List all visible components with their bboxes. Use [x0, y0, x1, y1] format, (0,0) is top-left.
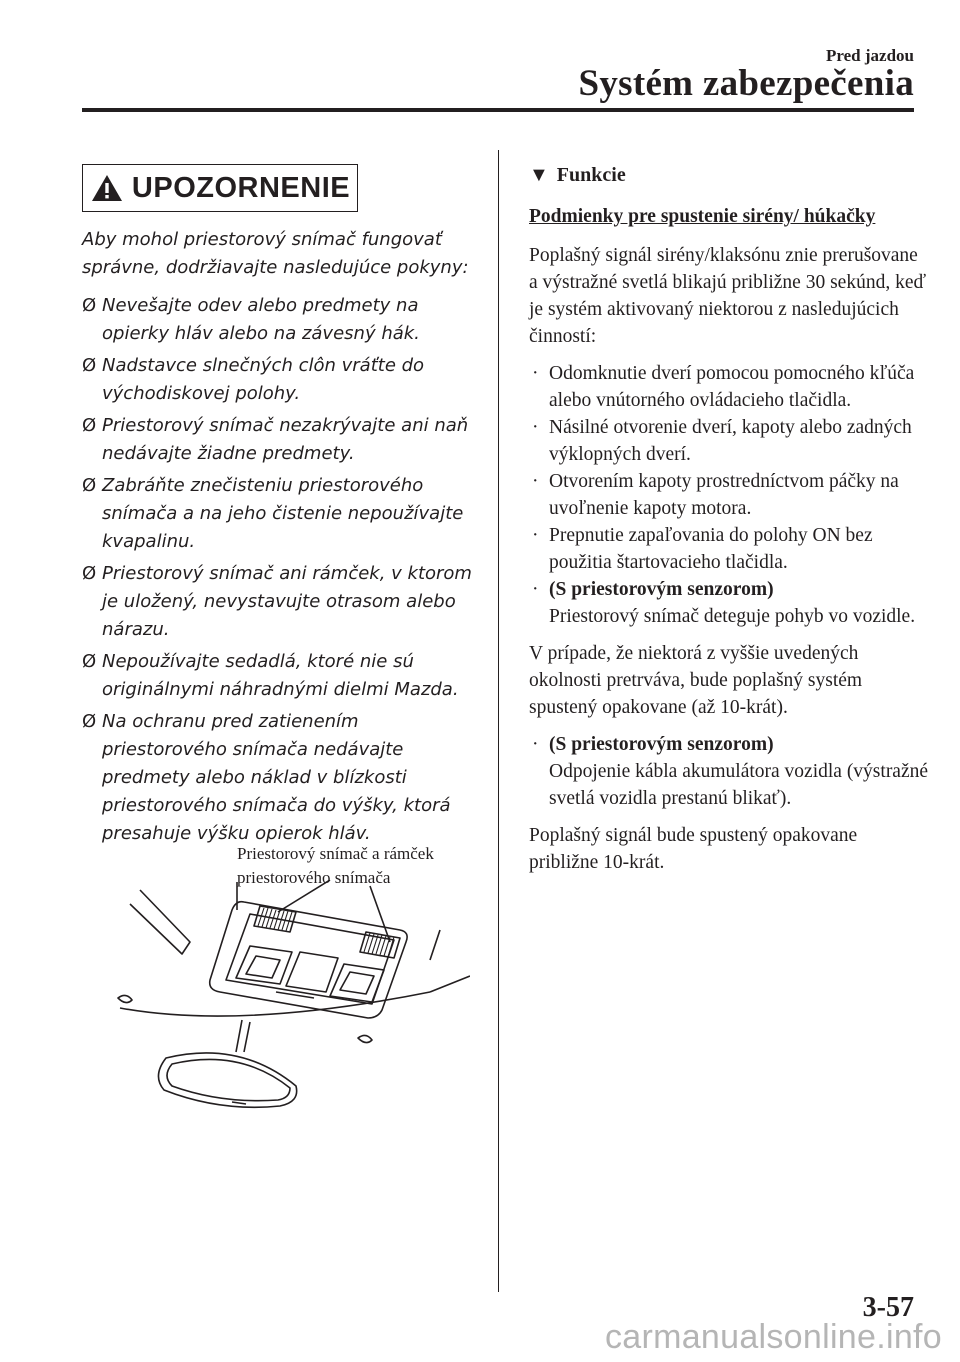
arrow-bullet-icon: Ø [82, 651, 97, 672]
warning-item: Ø Na ochranu pred zatienením priestorového snímača nedávajte predmety alebo náklad v blízkosti priestorového snímača do výšky, ktorá presahuje výšku opierok hláv. [82, 708, 474, 848]
bullet-dot-icon: · [532, 471, 539, 492]
warning-item: Ø Nevešajte odev alebo predmety na opierky hláv alebo na závesný hák. [82, 292, 474, 348]
paragraph: V prípade, že niektorá z vyššie uvedených okolnosti pretrváva, bude poplašný systém spustený opakovane (až 10-krát). [529, 643, 863, 718]
bullet-dot-icon: · [532, 734, 539, 755]
warning-list [82, 292, 474, 848]
list-item: · Prepnutie zapaľovania do polohy ON bez použitia štartovacieho tlačidla. [529, 522, 929, 576]
alarm-conditions-subheading: Podmienky pre spustenie sirény/ húkačky [529, 206, 876, 227]
column-divider [498, 150, 499, 1292]
trigger-list [529, 360, 929, 630]
list-item: · (S priestorovým senzorom) Odpojenie kábla akumulátora vozidla (výstražné svetlá vozidla prestanú blikať). [529, 731, 929, 812]
list-item: · Odomknutie dverí pomocou pomocného kľúča alebo vnútorného ovládacieho tlačidla. [529, 360, 929, 414]
section-label: Pred jazdou [826, 46, 914, 65]
paragraph: Poplašný signál sirény/klaksónu znie prerušovane a výstražné svetlá blikajú približne 30 sekúnd, keď je systém aktivovaný niektorou z nasledujúcich činností: [529, 245, 927, 347]
functions-heading: ▼ Funkcie [529, 162, 929, 189]
list-item: · Otvorením kapoty prostredníctvom páčky na uvoľnenie kapoty motora. [529, 468, 929, 522]
list-item: · Násilné otvorenie dverí, kapoty alebo zadných výklopných dverí. [529, 414, 929, 468]
arrow-bullet-icon: Ø [82, 711, 97, 732]
warning-content [82, 226, 474, 852]
warning-title: UPOZORNENIE [131, 171, 351, 204]
arrow-bullet-icon: Ø [82, 295, 97, 316]
diagram-caption: Priestorový snímač a rámček priestorového snímača [237, 844, 434, 887]
arrow-bullet-icon: Ø [82, 415, 97, 436]
header-rule [82, 108, 914, 112]
bullet-dot-icon: · [532, 579, 539, 600]
bullet-dot-icon: · [532, 363, 539, 384]
trigger-list-repeat [529, 731, 929, 812]
arrow-bullet-icon: Ø [82, 563, 97, 584]
arrow-bullet-icon: Ø [82, 355, 97, 376]
page-number: 3-57 [862, 1292, 914, 1323]
warning-item: Ø Priestorový snímač nezakrývajte ani naň nedávajte žiadne predmety. [82, 412, 474, 468]
warning-item: Ø Priestorový snímač ani rámček, v ktorom je uložený, nevystavujte otrasom alebo nárazu. [82, 560, 474, 644]
warning-item: Ø Nepoužívajte sedadlá, ktoré nie sú originálnymi náhradnými dielmi Mazda. [82, 648, 474, 704]
overhead-console-illustration [100, 880, 470, 1130]
warning-item: Ø Zabráňte znečisteniu priestorového snímača a na jeho čistenie nepoužívajte kvapalinu. [82, 472, 474, 556]
page-title: Systém zabezpečenia [578, 63, 914, 104]
bullet-dot-icon: · [532, 417, 539, 438]
triangle-down-icon: ▼ [529, 164, 549, 186]
list-item: · (S priestorovým senzorom) Priestorový snímač deteguje pohyb vo vozidle. [529, 576, 929, 630]
bullet-dot-icon: · [532, 525, 539, 546]
watermark: carmanualsonline.info [604, 1318, 942, 1356]
functions-content [529, 162, 929, 886]
warning-box [82, 164, 358, 212]
warning-triangle-icon [90, 173, 124, 203]
warning-intro: Aby mohol priestorový snímač fungovať správne, dodržiavajte nasledujúce pokyny: [82, 229, 469, 278]
warning-item: Ø Nadstavce slnečných clôn vráťte do východiskovej polohy. [82, 352, 474, 408]
paragraph: Poplašný signál bude spustený opakovane približne 10-krát. [529, 825, 858, 873]
arrow-bullet-icon: Ø [82, 475, 97, 496]
